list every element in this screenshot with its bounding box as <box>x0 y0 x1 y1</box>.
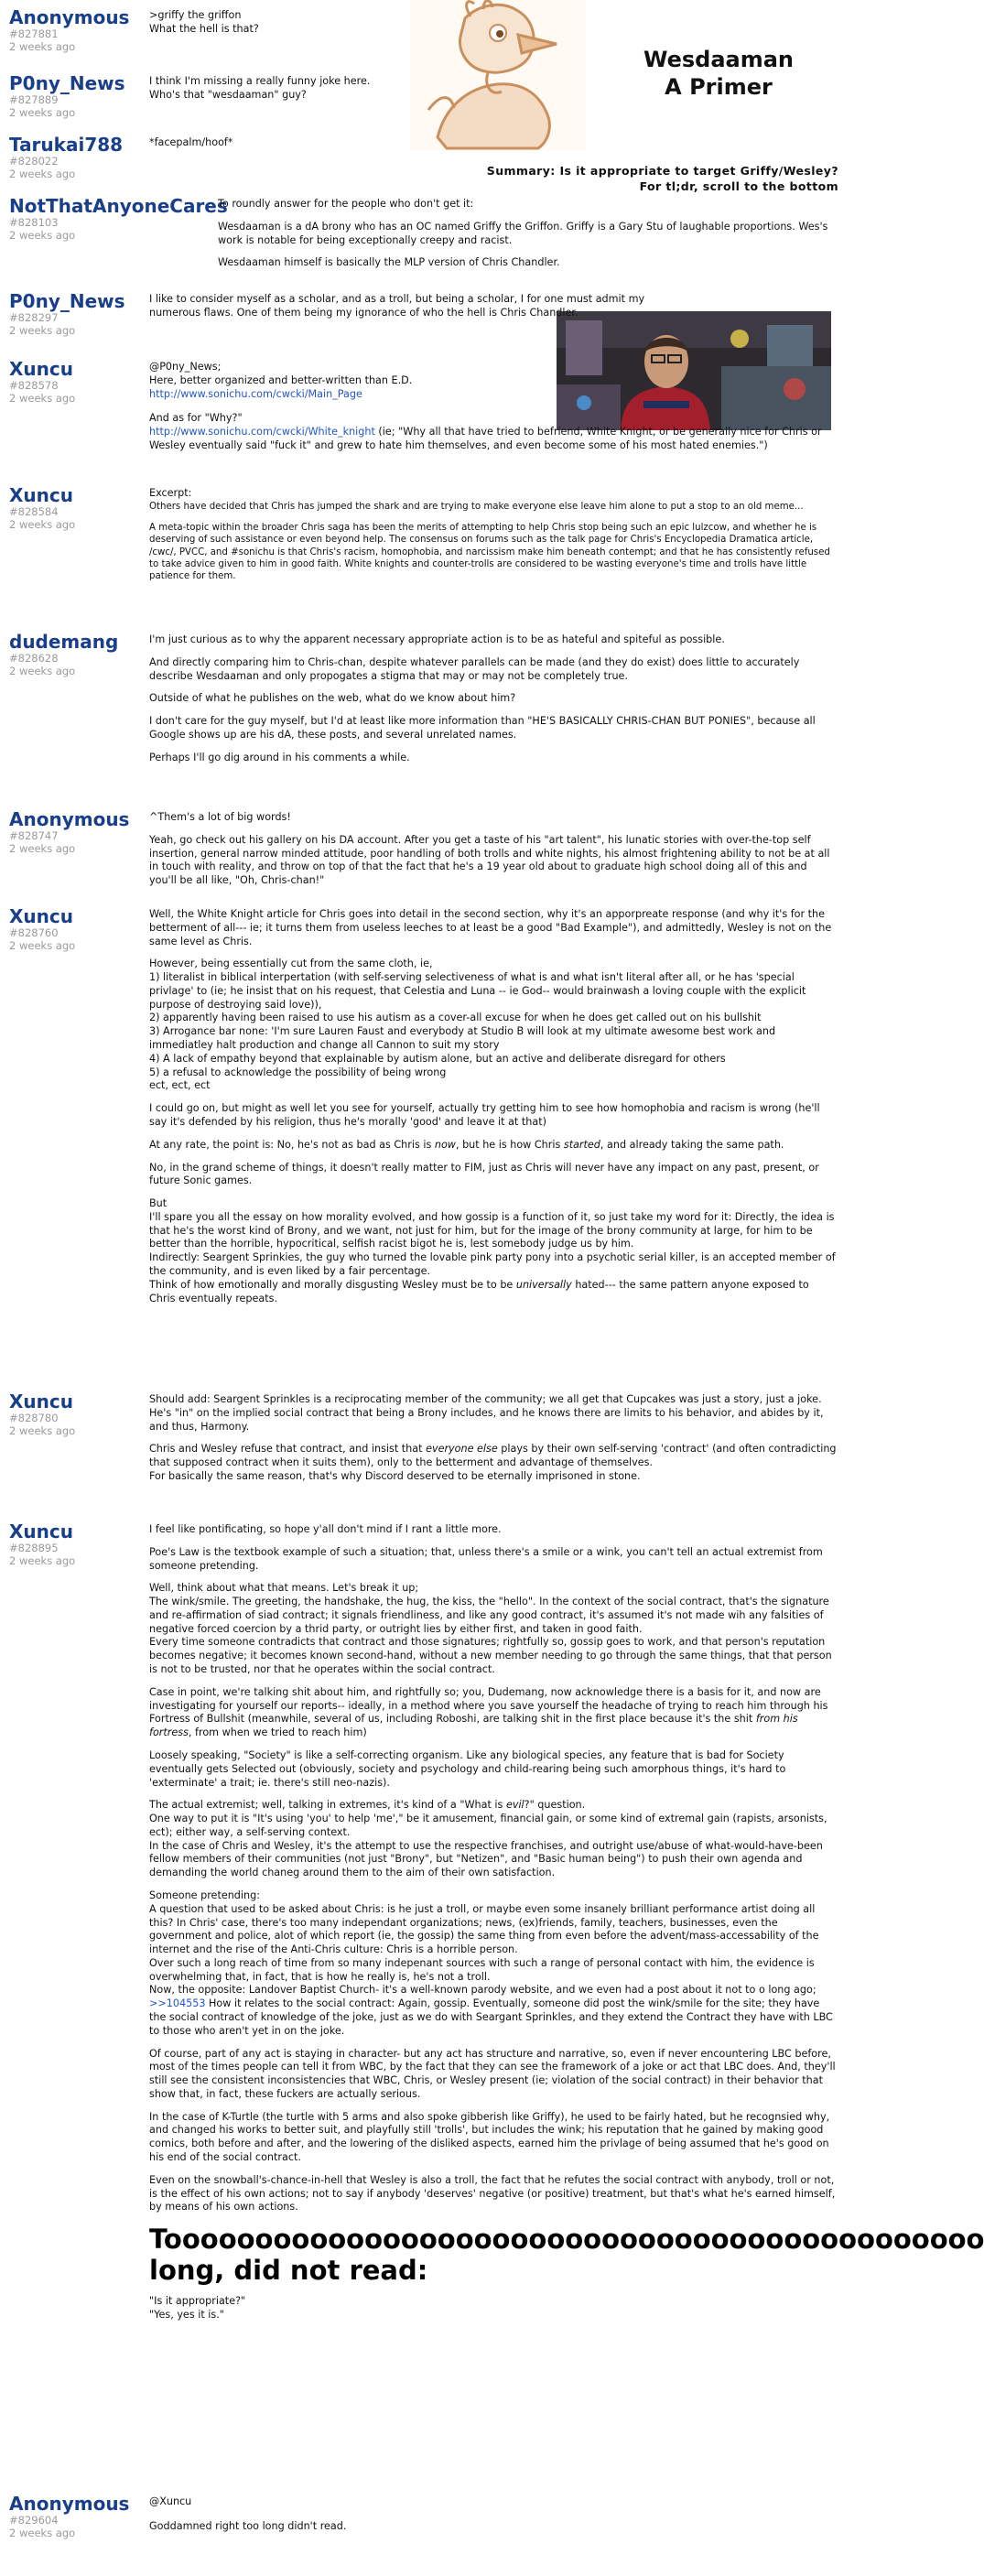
comment-paragraph: Outside of what he publishes on the web, what do we know about him? <box>149 692 516 705</box>
emphasis: started <box>563 1138 600 1151</box>
text-run: The actual extremist; well, talking in extremes, it's kind of a "What is <box>149 1799 506 1812</box>
post-time: 2 weeks ago <box>9 106 76 119</box>
comment-body <box>149 1523 984 2322</box>
comment-line: I think I'm missing a really funny joke here. <box>149 75 371 87</box>
comment-line: The wink/smile. The greeting, the handshake, the hug, the kiss, the "hello". In the context of the social contract, that's the signature and re-affirmation of siad contract; it signals friendliness, and like any good contract, it's assumed it's not made wih any falsities of negative forced coercion by a thrid party, or outright lies by either first, and taken in good faith. <box>149 1596 829 1635</box>
list-item: 2) apparently having been raised to use his autism as a cover-all excuse for when he does get called out on his bullshit <box>149 1012 762 1024</box>
comment-line: Someone pretending: <box>149 1889 260 1901</box>
username[interactable]: Anonymous <box>9 808 130 830</box>
username[interactable]: Xuncu <box>9 1521 73 1542</box>
comment-meta <box>9 195 228 242</box>
comment-paragraph: Every time someone contradicts that contract and those signatures; rightfully so, gossip goes to work, and that person's reputation becomes negative; it becomes known second-hand, without a new member needing to go through the same things, that that person is not to be trusted, nor that he operates within the social contract. <box>149 1636 832 1676</box>
comment-meta <box>9 73 146 119</box>
post-id[interactable]: #828297 <box>9 311 59 324</box>
tldr-line-1: Tooooooooooooooooooooooooooooooooooooooooooooo <box>149 2224 984 2256</box>
comment-line <box>149 1799 837 1813</box>
comment-paragraph: Should add: Seargent Sprinkles is a reciprocating member of the community; we all get that Cupcakes was just a story, just a joke. He's "in" on the implied social contract that being a Brony includes, and he knows there are limits to his behavior, and abides by it, and thus, Harmony. <box>149 1393 824 1433</box>
comment-body <box>218 198 837 279</box>
comment-block <box>149 361 552 401</box>
username[interactable]: Xuncu <box>9 905 73 927</box>
post-time: 2 weeks ago <box>9 168 76 180</box>
tldr-line-2: long, did not read: <box>149 2255 428 2287</box>
emphasis: now <box>434 1138 456 1151</box>
text-run: Think of how emotionally and morally disgusting Wesley must be to be <box>149 1278 516 1291</box>
comment-paragraph: Loosely speaking, "Society" is like a self-correcting organism. Like any biological species, any feature that is bad for Society eventually gets Selected out (obviously, society and psychology and child-rearing being such amorphous things, it's hard to 'exterminate' a trait; ie. there's still neo-nazis). <box>149 1748 786 1789</box>
username[interactable]: P0ny_News <box>9 72 125 94</box>
comment-meta <box>9 809 146 855</box>
post-time: 2 weeks ago <box>9 665 76 677</box>
comment-line <box>149 1443 837 1470</box>
emphasis: evil <box>505 1799 524 1812</box>
comment-paragraph: I don't care for the guy myself, but I'd at least like more information than "HE'S BASICALLY CHRIS-CHAN BUT PONIES", because all Google shows up are his dA, these posts, and several unrelated names. <box>149 715 816 741</box>
text-run: Case in point, we're talking shit about him, and rightfully so; you, Dudemang, now acknowledge there is a basis for it, and now are investigating for yourself our reports-- ideally, in a method where you save yourself the headache of trying to reach him through his Fortress of Bullshit (meanwhile, several of us, including Roboshi, are talking shit in the first place because it's the shit <box>149 1685 828 1726</box>
text-run: , and already taking the same path. <box>600 1138 784 1151</box>
text-run: hated--- the same pattern anyone exposed to Chris eventually repeats. <box>149 1278 809 1304</box>
comment-line: What the hell is that? <box>149 22 259 35</box>
comment-paragraph <box>149 426 837 453</box>
comment-line: Goddamned right too long didn't read. <box>149 2519 347 2532</box>
comment-paragraph <box>149 1686 837 1740</box>
comment-body <box>149 908 837 1305</box>
text-run: , from when we tried to reach him) <box>188 1726 367 1739</box>
username[interactable]: Xuncu <box>9 484 73 506</box>
comment-meta <box>9 291 146 337</box>
username[interactable]: Anonymous <box>9 6 130 28</box>
comment-meta <box>9 1391 146 1437</box>
link-explanation: (ie; "Why all that have tried to befriend, White Knight, or be generally nice for Chris or Wesley eventually said "fuck it" and grew to hate him themselves, and even become some of his most hated enemies.") <box>149 426 822 451</box>
post-id[interactable]: #828780 <box>9 1412 59 1424</box>
username[interactable]: P0ny_News <box>9 290 125 312</box>
comment-body <box>149 293 837 330</box>
username[interactable]: Xuncu <box>9 358 73 380</box>
comment-paragraph: Yeah, go check out his gallery on his DA account. After you get a taste of his "art talent", his lunatic stories with over-the-top self insertion, general narrow minded attitude, poor handling of both trolls and white nights, his almost frightening ability to not be at all in touch with reality, and throw on top of that the fact that he's a 19 year old about to graduate high school doing all of this and you'll be all like, "Oh, Chris-chan!" <box>149 833 830 887</box>
comment-meta <box>9 135 146 180</box>
comment-paragraph: No, in the grand scheme of things, it doesn't really matter to FIM, just as Chris will never have any impact on any past, present, or future Sonic games. <box>149 1161 819 1187</box>
comment-paragraph: Wesdaaman is a dA brony who has an OC named Griffy the Griffon. Griffy is a Gary Stu of laughable proportions. Wes's work is notable for being exceptionally creepy and racist. <box>218 220 828 246</box>
mention: @P0ny_News; <box>149 361 222 373</box>
list-item: 3) Arrogance bar none: 'I'm sure Lauren Faust and everybody at Studio B will look at my ultimate awesome best work and immediatley halt production and change all Cannon to suit my story <box>149 1025 776 1052</box>
comment-body <box>149 487 837 591</box>
comment-paragraph: Poe's Law is the textbook example of such a situation; that, unless there's a smile or a wink, you can't tell an actual extremist from someone pretending. <box>149 1545 823 1572</box>
post-time: 2 weeks ago <box>9 1554 76 1567</box>
comment-body <box>149 811 837 897</box>
title-line-2: A Primer <box>665 74 773 100</box>
comment-body <box>149 136 399 150</box>
comment-paragraph: Of course, part of any act is staying in character- but any act has structure and narrative, so, even if never encountering LBC before, most of the times people can tell it from WBC, by the fact that they can see the framework of a joke or act that LBC does. And, they'll still see the consistent inconsistencies that WBC, Chris, or Wesley present (ie; violation of the social contract) in their behavior that show that, in fact, these fuckers are actually serious. <box>149 2047 836 2100</box>
list-item: 5) a refusal to acknowledge the possibility of being wrong <box>149 1066 447 1078</box>
text-run: , but he is how Chris <box>455 1138 564 1151</box>
comment-body <box>149 361 837 453</box>
post-id[interactable]: #828022 <box>9 155 59 168</box>
comment-line: Over such a long reach of time from so many indepenant sources with such a range of personal contact with him, the evidence is overwhelming that, in fact, that is how he really is, he's not a troll. <box>149 1956 815 1983</box>
comment-line: Well, think about what that means. Let's break it up; <box>149 1582 419 1595</box>
greentext-line: >griffy the griffon <box>149 9 242 21</box>
username[interactable]: Xuncu <box>9 1391 73 1412</box>
post-time: 2 weeks ago <box>9 229 76 242</box>
comment-paragraph: Well, the White Knight article for Chris goes into detail in the second section, why it's an apporpreate response (and why it's for the betterment of all--- ie; it turns them from useless leeches to at least be a good "Bad Example"), and admittedly, Wesley is not on the same level as Chris. <box>149 908 832 947</box>
comment-meta <box>9 906 146 952</box>
post-time: 2 weeks ago <box>9 939 76 952</box>
post-time: 2 weeks ago <box>9 324 76 337</box>
username[interactable]: Tarukai788 <box>9 134 124 156</box>
comment-paragraph: In the case of K-Turtle (the turtle with 5 arms and also spoke gibberish like Griffy), he used to be fairly hated, but he recognsied why, and changed his works to better suit, and playfully still 'trolls', but includes the wink; his reputation that he gained by making good comics, both before and after, and the lowering of the disliked aspects, earned him the privlage of being assumed that he's good on his end of the social contract. <box>149 2110 830 2164</box>
text-run: Chris and Wesley refuse that contract, and insist that <box>149 1443 427 1456</box>
username[interactable]: dudemang <box>9 631 119 653</box>
wiki-main-link[interactable]: http://www.sonichu.com/cwcki/Main_Page <box>149 387 362 400</box>
summary-line-2: For tl;dr, scroll to the bottom <box>639 179 838 193</box>
post-time: 2 weeks ago <box>9 2527 76 2539</box>
comment-paragraph: ^Them's a lot of big words! <box>149 811 291 823</box>
emphasis: from his fortress <box>149 1713 798 1739</box>
comment-meta <box>9 632 146 677</box>
post-id[interactable]: #829604 <box>9 2514 59 2527</box>
comment-line: A question that used to be asked about Chris: is he just a troll, or maybe even some insanely brilliant performance artist doing all this? In Chris' case, there's too many independant organizations; news, (ex)friends, family, teachers, businesses, even the government and police, alot of which report (ie, the gossip) the same thing from even before the advent/mass-accessability of the internet and the rise of the Anti-Chris culture: Chris is a horrible person. <box>149 1902 819 1956</box>
text-run: ?" question. <box>524 1799 586 1812</box>
comment-body <box>149 1393 837 1484</box>
post-id[interactable]: #828760 <box>9 926 59 939</box>
comment-paragraph: In the case of Chris and Wesley, it's the attempt to use the respective franchises, and outright use/abuse of what-would-have-been fellow members of their communities (not just "Brony", but "Netizen", and "Basic human being") to push their own agenda and demanding the world chaneg around them to the aim of their own satisfaction. <box>149 1839 823 1879</box>
comment-body <box>149 75 399 103</box>
title-line-1: Wesdaaman <box>643 47 795 72</box>
comment-paragraph: I like to consider myself as a scholar, and as a troll, but being a scholar, I for one must admit my numerous flaws. One of them being my ignorance of who the hell is Chris Chandler. <box>149 293 645 319</box>
comment-line: But <box>149 1197 168 1210</box>
comment-body <box>149 633 837 774</box>
comment-paragraph: And directly comparing him to Chris-chan, despite whatever parallels can be made (and they do exist) does little to accurately describe Wesdaaman and only propogates a stigma that may or may not be completely true. <box>149 655 800 682</box>
post-id[interactable]: #828895 <box>9 1542 59 1554</box>
text-run: plays by their own self-serving 'contract' (and often contradicting that supposed contract when it suits them), only to the betterment and advantage of themselves. <box>149 1443 837 1469</box>
comment-meta <box>9 1521 146 1567</box>
comment-meta <box>9 485 146 531</box>
excerpt-lead: Others have decided that Chris has jumped the shark and are trying to make everyone else leave him alone to put a stop to an old meme... <box>149 501 804 512</box>
mention: @Xuncu <box>149 2495 192 2507</box>
post-id[interactable]: #828747 <box>9 829 59 842</box>
tldr-heading <box>149 2224 984 2287</box>
primer-summary <box>458 163 838 194</box>
comment-line: For basically the same reason, that's why Discord deserved to be eternally imprisoned in stone. <box>149 1469 641 1482</box>
primer-title <box>613 46 824 101</box>
comment-paragraph: Wesdaaman himself is basically the MLP version of Chris Chandler. <box>218 256 560 269</box>
comment-paragraph: I'm just curious as to why the apparent necessary appropriate action is to be as hateful and spiteful as possible. <box>149 633 725 645</box>
comment-line: One way to put it is "It's using 'you' to help 'me'," be it amusement, financial gain, or some kind of extremal gain (rapists, arsonists, ect); either way, a self-serving context. <box>149 1813 827 1838</box>
comment-line: However, being essentially cut from the same cloth, ie, <box>149 958 433 970</box>
post-quote-link[interactable]: >>104553 <box>149 1997 206 2010</box>
comment-paragraph: Even on the snowball's-chance-in-hell that Wesley is also a troll, the fact that he refutes the social contract with anybody, troll or not, is the effect of his own actions; not to say if anybody 'deserves' negative (or positive) treatment, but that's what he's earned himself, by means of his own actions. <box>149 2173 836 2213</box>
username[interactable]: NotThatAnyoneCares <box>9 195 228 217</box>
post-time: 2 weeks ago <box>9 518 76 531</box>
comment-paragraph <box>149 1139 837 1153</box>
comment-body <box>149 2495 837 2534</box>
list-item: ect, ect, ect <box>149 1079 211 1092</box>
comment-line: Who's that "wesdaaman" guy? <box>149 88 307 101</box>
emphasis: everyone else <box>426 1443 498 1456</box>
comment-meta <box>9 359 146 405</box>
excerpt-body: A meta-topic within the broader Chris saga has been the merits of attempting to help Chris stop being such an epic lulzcow, and whether he is deserving of such assistance or even beyond help. The consensus on forums such as the talk page for Chris's Encyclopedia Dramatica article, /cwc/, PVCC, and #sonichu is that Chris's racism, homophobia, and narcissism make him beneath contempt; and that he has consistently refused to take advice given to him in good faith. White knights and counter-trolls are considered to be wasting everyone's time and trolls have little patience for them. <box>149 523 830 582</box>
comment-line: Excerpt: <box>149 487 192 499</box>
comment-paragraph: Perhaps I'll go dig around in his comments a while. <box>149 751 410 763</box>
post-id[interactable]: #828103 <box>9 216 59 229</box>
comment-line: "Is it appropriate?" <box>149 2295 246 2308</box>
comment-meta <box>9 2494 146 2539</box>
comment-line: "Yes, yes it is." <box>149 2308 224 2321</box>
post-id[interactable]: #828584 <box>9 505 59 518</box>
comment-paragraph: I could go on, but might as well let you see for yourself, actually try getting him to see how homophobia and racism is wrong (he'll say it's defended by his religion, thus he's morally 'good' and leave it at that) <box>149 1102 820 1128</box>
text-run: At any rate, the point is: No, he's not as bad as Chris is <box>149 1138 435 1151</box>
list-item: 4) A lack of empathy beyond that explainable by autism alone, but an active and deliberate disregard for others <box>149 1052 726 1065</box>
post-id[interactable]: #828578 <box>9 379 59 392</box>
post-id[interactable]: #828628 <box>9 652 59 665</box>
comment-line: *facepalm/hoof* <box>149 136 233 148</box>
text-run: How it relates to the social contract: Again, gossip. Eventually, someone did post the wink/smile for the site; they have the social contract of knowledge of the joke, just as we do with Seargant Sprinkles, and they extend the Contract they have with LBC to those who aren't yet in on the joke. <box>149 1997 833 2037</box>
summary-line-1: Summary: Is it appropriate to target Griffy/Wesley? <box>486 164 838 178</box>
emphasis: universally <box>515 1278 572 1291</box>
post-id[interactable]: #827881 <box>9 27 59 40</box>
post-id[interactable]: #827889 <box>9 93 59 106</box>
text-run: Now, the opposite: Landover Baptist Church- it's a well-known parody website, and we even had a post about it not to o long ago; <box>149 1984 816 1997</box>
comment-line: I'll spare you all the essay on how morality evolved, and how gossip is a function of it, so just take my word for it: Directly, the idea is that he's the worst kind of Brony, and we want, not just for him, but for the image of the brony community at large, for him to be better than the horrible, hypocritical, selfish racist bigot he is, lest somebody judge us by him. <box>149 1210 835 1250</box>
post-time: 2 weeks ago <box>9 842 76 855</box>
post-time: 2 weeks ago <box>9 392 76 405</box>
comment-paragraph: I feel like pontificating, so hope y'all don't mind if I rant a little more. <box>149 1523 502 1535</box>
username[interactable]: Anonymous <box>9 2493 130 2515</box>
comment-line: And as for "Why?" <box>149 412 243 425</box>
comment-line: Here, better organized and better-written than E.D. <box>149 373 413 386</box>
post-time: 2 weeks ago <box>9 40 76 53</box>
post-time: 2 weeks ago <box>9 1424 76 1437</box>
comment-line: Indirectly: Seargent Sprinkies, the guy who turned the lovable pink party pony into a psychotic serial killer, is an accepted member of the community, and is even liked by a fair percentage. <box>149 1251 836 1277</box>
white-knight-link[interactable]: http://www.sonichu.com/cwcki/White_knight <box>149 426 375 438</box>
comment-body <box>149 9 399 37</box>
list-item: 1) literalist in biblical interpertation (with self-serving selectiveness of what is and what isn't literal after all, or he has 'special privlage' to (ie; he insist that on his request, that Celestia and Luna -- ie God-- would brainwash a loving couple with the explicit purpose of destroying said love)), <box>149 971 806 1011</box>
comment-meta <box>9 7 146 53</box>
comment-paragraph: To roundly answer for the people who don't get it: <box>218 198 474 210</box>
comment-line <box>149 1279 837 1306</box>
griffon-drawing <box>410 0 586 150</box>
comment-paragraph <box>149 1984 837 2038</box>
